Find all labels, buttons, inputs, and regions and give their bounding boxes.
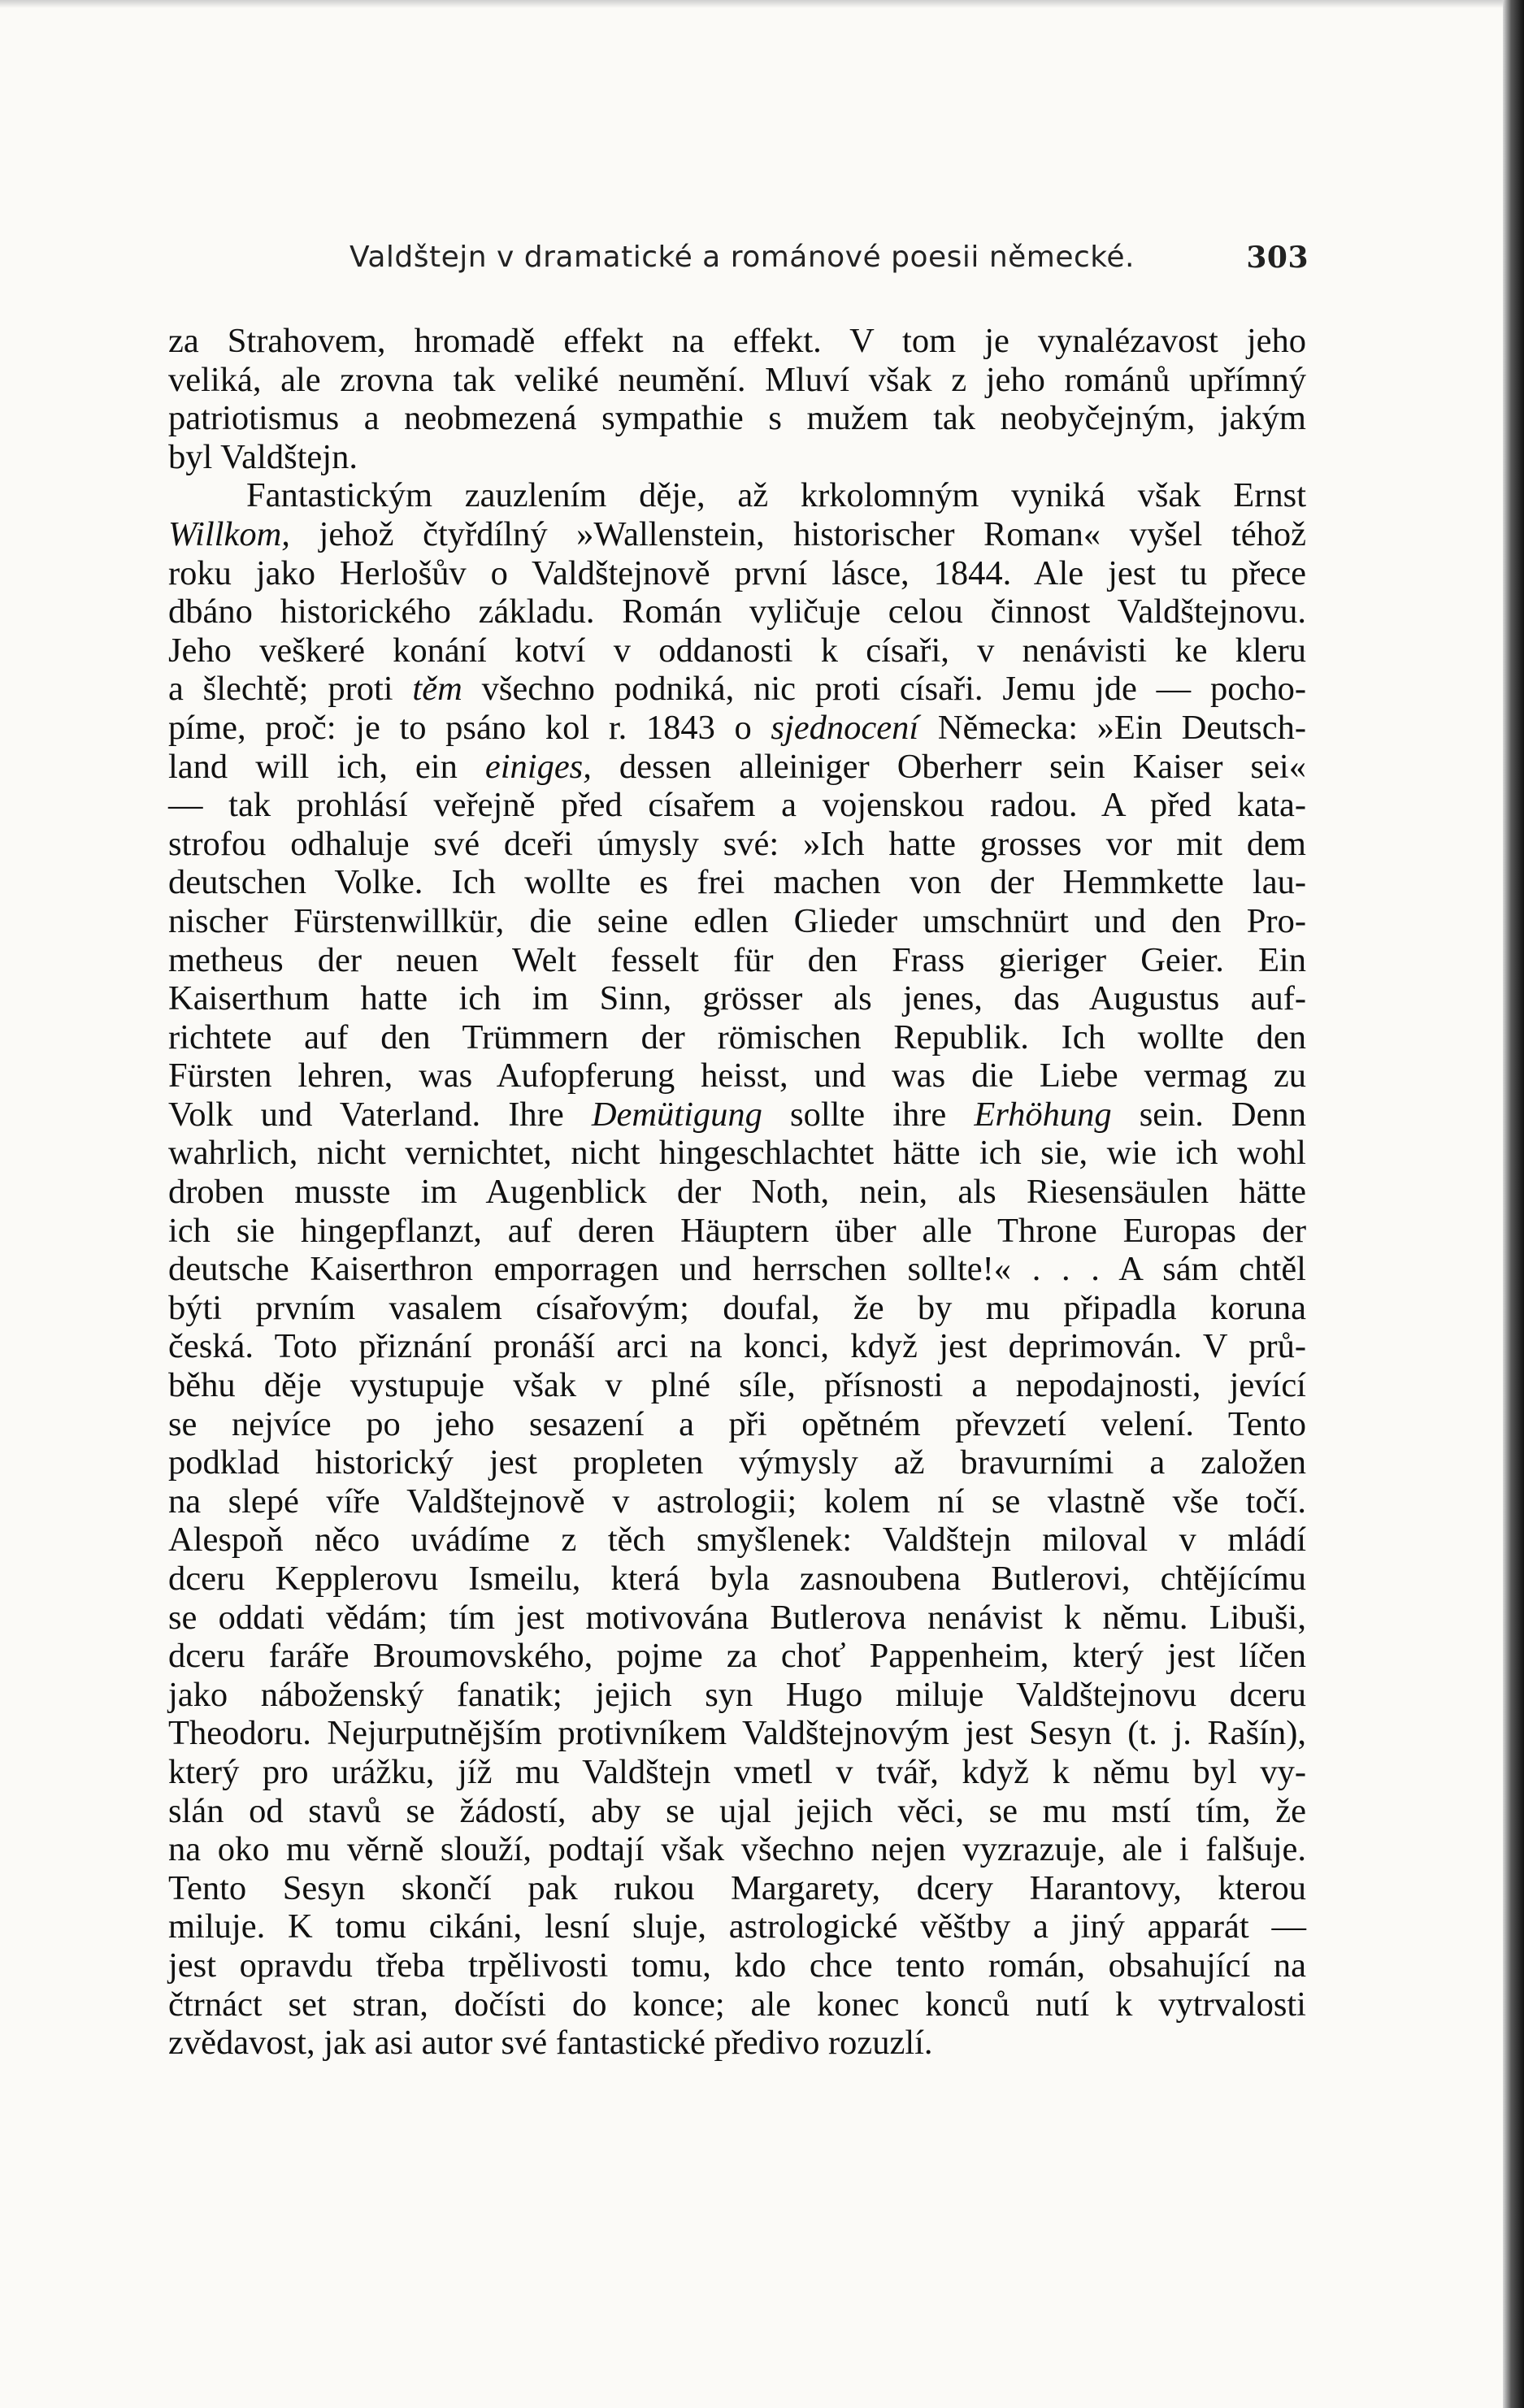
line-text: Fürsten lehren, was Aufopferung heisst, und was die Liebe vermag zu bbox=[168, 1056, 1306, 1096]
line-text: česká. Toto přiznání pronáší arci na konci, když jest deprimován. V prů- bbox=[168, 1327, 1306, 1366]
line-text: ich sie hingepflanzt, auf deren Häuptern über alle Throne Europas der bbox=[168, 1211, 1306, 1250]
text-line bbox=[168, 1289, 1306, 1328]
line-text: nischer Fürstenwillkür, die seine edlen Glieder umschnürt und den Pro- bbox=[168, 901, 1306, 940]
text-line bbox=[168, 361, 1306, 400]
line-text: jako náboženský fanatik; jejich syn Hugo miluje Valdštejnovu dceru bbox=[168, 1675, 1306, 1714]
line-text: běhu děje vystupuje však v plné síle, přísnosti a nepodajnosti, jevící bbox=[168, 1366, 1306, 1405]
text-line bbox=[168, 1366, 1306, 1405]
text-line bbox=[168, 1753, 1306, 1792]
line-text: byl Valdštejn. bbox=[168, 437, 358, 476]
text-line bbox=[168, 1056, 1306, 1096]
line-text: — tak prohlásí veřejně před císařem a vojenskou radou. A před kata- bbox=[168, 786, 1306, 825]
line-text: který pro urážku, jíž mu Valdštejn vmetl v tvář, když k němu byl vy- bbox=[168, 1752, 1306, 1791]
text-line bbox=[168, 1907, 1306, 1946]
line-text: býti prvním vasalem císařovým; doufal, že by mu připadla koruna bbox=[168, 1288, 1306, 1327]
page-number: 303 bbox=[1246, 241, 1309, 275]
line-text: sollte ihre bbox=[762, 1095, 975, 1134]
text-line bbox=[168, 1985, 1306, 2024]
text-line bbox=[168, 2024, 1306, 2063]
line-text: dceru faráře Broumovského, pojme za choť Pappenheim, který jest líčen bbox=[168, 1637, 1306, 1676]
text-line bbox=[168, 1327, 1306, 1366]
text-line bbox=[168, 438, 1306, 477]
line-text: land will ich, ein bbox=[168, 747, 485, 786]
text-line bbox=[168, 554, 1306, 593]
text-line bbox=[168, 1405, 1306, 1444]
line-text: deutschen Volke. Ich wollte es frei machen von der Hemmkette lau- bbox=[168, 863, 1306, 902]
text-line bbox=[168, 1482, 1306, 1521]
line-text: Volk und Vaterland. Ihre bbox=[168, 1095, 592, 1134]
line-text: strofou odhaluje své dceři úmysly své: »Ich hatte grosses vor mit dem bbox=[168, 824, 1306, 863]
line-text: se oddati vědám; tím jest motivována Butlerova nenávist k němu. Libuši, bbox=[168, 1598, 1306, 1637]
line-text: jest opravdu třeba trpělivosti tomu, kdo chce tento román, obsahující na bbox=[168, 1946, 1306, 1985]
text-line bbox=[168, 1830, 1306, 1869]
line-text: se nejvíce po jeho sesazení a při opětném převzetí velení. Tento bbox=[168, 1404, 1306, 1443]
text-line bbox=[168, 941, 1306, 980]
line-text: jehož čtyřdílný »Wallenstein, historischer Roman« vyšel téhož bbox=[289, 514, 1306, 553]
line-text: za Strahovem, hromadě effekt na effekt. V tom je vynalézavost jeho bbox=[168, 322, 1306, 360]
text-line bbox=[168, 476, 1306, 515]
text-line bbox=[168, 515, 1306, 554]
text-line bbox=[168, 1676, 1306, 1715]
line-text: dessen alleiniger Oberherr sein Kaiser sei« bbox=[591, 747, 1306, 786]
text-line bbox=[168, 1443, 1306, 1482]
line-text: Theodoru. Nejurputnějším protivníkem Valdštejnovým jest Sesyn (t. j. Rašín), bbox=[168, 1714, 1306, 1753]
line-text: miluje. K tomu cikáni, lesní sluje, astrologické věštby a jiný apparát — bbox=[168, 1907, 1306, 1946]
line-text: podklad historický jest propleten výmysly až bravurními a založen bbox=[168, 1443, 1306, 1482]
line-text: richtete auf den Trümmern der römischen Republik. Ich wollte den bbox=[168, 1017, 1306, 1056]
text-line bbox=[168, 863, 1306, 902]
text-line bbox=[168, 322, 1306, 361]
text-line bbox=[168, 979, 1306, 1018]
text-line bbox=[168, 1599, 1306, 1638]
text-line bbox=[168, 1173, 1306, 1212]
text-line bbox=[168, 1018, 1306, 1057]
line-text: Jeho veškeré konání kotví v oddanosti k císaři, v nenávisti ke kleru bbox=[168, 631, 1306, 670]
line-text: dceru Kepplerovu Ismeilu, která byla zasnoubena Butlerovi, chtějícímu bbox=[168, 1560, 1306, 1598]
line-text: Kaiserthum hatte ich im Sinn, grösser als jenes, das Augustus auf- bbox=[168, 979, 1306, 1018]
italic-text: těm bbox=[412, 670, 462, 709]
text-line bbox=[168, 399, 1306, 438]
text-line bbox=[168, 902, 1306, 941]
text-line bbox=[168, 592, 1306, 631]
line-text: sein. Denn bbox=[1111, 1095, 1306, 1134]
text-line bbox=[168, 1637, 1306, 1676]
line-text: dbáno historického základu. Román vyličuje celou činnost Valdštejnovu. bbox=[168, 592, 1306, 631]
scan-right-edge bbox=[1503, 0, 1524, 2408]
line-text: roku jako Herlošův o Valdštejnově první lásce, 1844. Ale jest tu přece bbox=[168, 553, 1306, 592]
text-line bbox=[168, 631, 1306, 670]
line-text: slán od stavů se žádostí, aby se ujal jejich věci, se mu mstí tím, že bbox=[168, 1791, 1306, 1830]
running-header bbox=[350, 241, 1309, 289]
line-text: veliká, ale zrovna tak veliké neumění. Mluví však z jeho románů upřímný bbox=[168, 360, 1306, 399]
line-text: všechno podniká, nic proti císaři. Jemu jde — pocho- bbox=[462, 670, 1306, 709]
line-text: Alespoň něco uvádíme z těch smyšlenek: Valdštejn miloval v mládí bbox=[168, 1521, 1306, 1560]
text-line bbox=[168, 1134, 1306, 1173]
line-text: a šlechtě; proti bbox=[168, 670, 413, 709]
body-text bbox=[168, 322, 1306, 2063]
text-line bbox=[168, 1946, 1306, 1985]
line-text: metheus der neuen Welt fesselt für den Frass gieriger Geier. Ein bbox=[168, 940, 1306, 979]
text-line bbox=[168, 1250, 1306, 1289]
text-line bbox=[168, 825, 1306, 864]
line-text: deutsche Kaiserthron emporragen und herrschen sollte!« . . . A sám chtěl bbox=[168, 1250, 1306, 1289]
italic-text: Demütigung bbox=[591, 1095, 762, 1134]
italic-text: einiges, bbox=[484, 747, 592, 786]
line-text: zvědavost, jak asi autor své fantastické předivo rozuzlí. bbox=[168, 2024, 933, 2063]
text-line bbox=[168, 670, 1306, 709]
line-text: píme, proč: je to psáno kol r. 1843 o bbox=[168, 708, 771, 747]
line-text: na slepé víře Valdštejnově v astrologii; kolem ní se vlastně vše točí. bbox=[168, 1482, 1306, 1521]
line-text: Tento Sesyn skončí pak rukou Margarety, dcery Harantovy, kterou bbox=[168, 1868, 1306, 1907]
italic-text: sjednocení bbox=[771, 708, 919, 747]
italic-text: Willkom, bbox=[168, 514, 290, 553]
line-text: na oko mu věrně slouží, podtají však všechno nejen vyzrazuje, ale i falšuje. bbox=[168, 1830, 1306, 1869]
line-text: čtrnáct set stran, dočísti do konce; ale konec konců nutí k vytrvalosti bbox=[168, 1985, 1306, 2024]
text-line bbox=[168, 786, 1306, 825]
text-line bbox=[168, 1212, 1306, 1251]
text-line bbox=[168, 1714, 1306, 1753]
text-line bbox=[168, 1869, 1306, 1908]
line-text: Německa: »Ein Deutsch- bbox=[918, 708, 1306, 747]
italic-text: Erhöhung bbox=[974, 1095, 1112, 1134]
text-line bbox=[168, 748, 1306, 787]
text-line bbox=[168, 709, 1306, 748]
text-line bbox=[168, 1521, 1306, 1560]
line-text: Fantastickým zauzlením děje, až krkolomným vyniká však Ernst bbox=[246, 476, 1306, 515]
text-line bbox=[168, 1096, 1306, 1135]
running-title: Valdštejn v dramatické a románové poesii německé. bbox=[350, 241, 1135, 274]
line-text: patriotismus a neobmezená sympathie s mužem tak neobyčejným, jakým bbox=[168, 399, 1306, 438]
line-text: wahrlich, nicht vernichtet, nicht hingeschlachtet hätte ich sie, wie ich wohl bbox=[168, 1134, 1306, 1173]
line-text: droben musste im Augenblick der Noth, nein, als Riesensäulen hätte bbox=[168, 1173, 1306, 1212]
scan-top-edge bbox=[0, 0, 1524, 8]
text-line bbox=[168, 1792, 1306, 1831]
text-line bbox=[168, 1560, 1306, 1599]
